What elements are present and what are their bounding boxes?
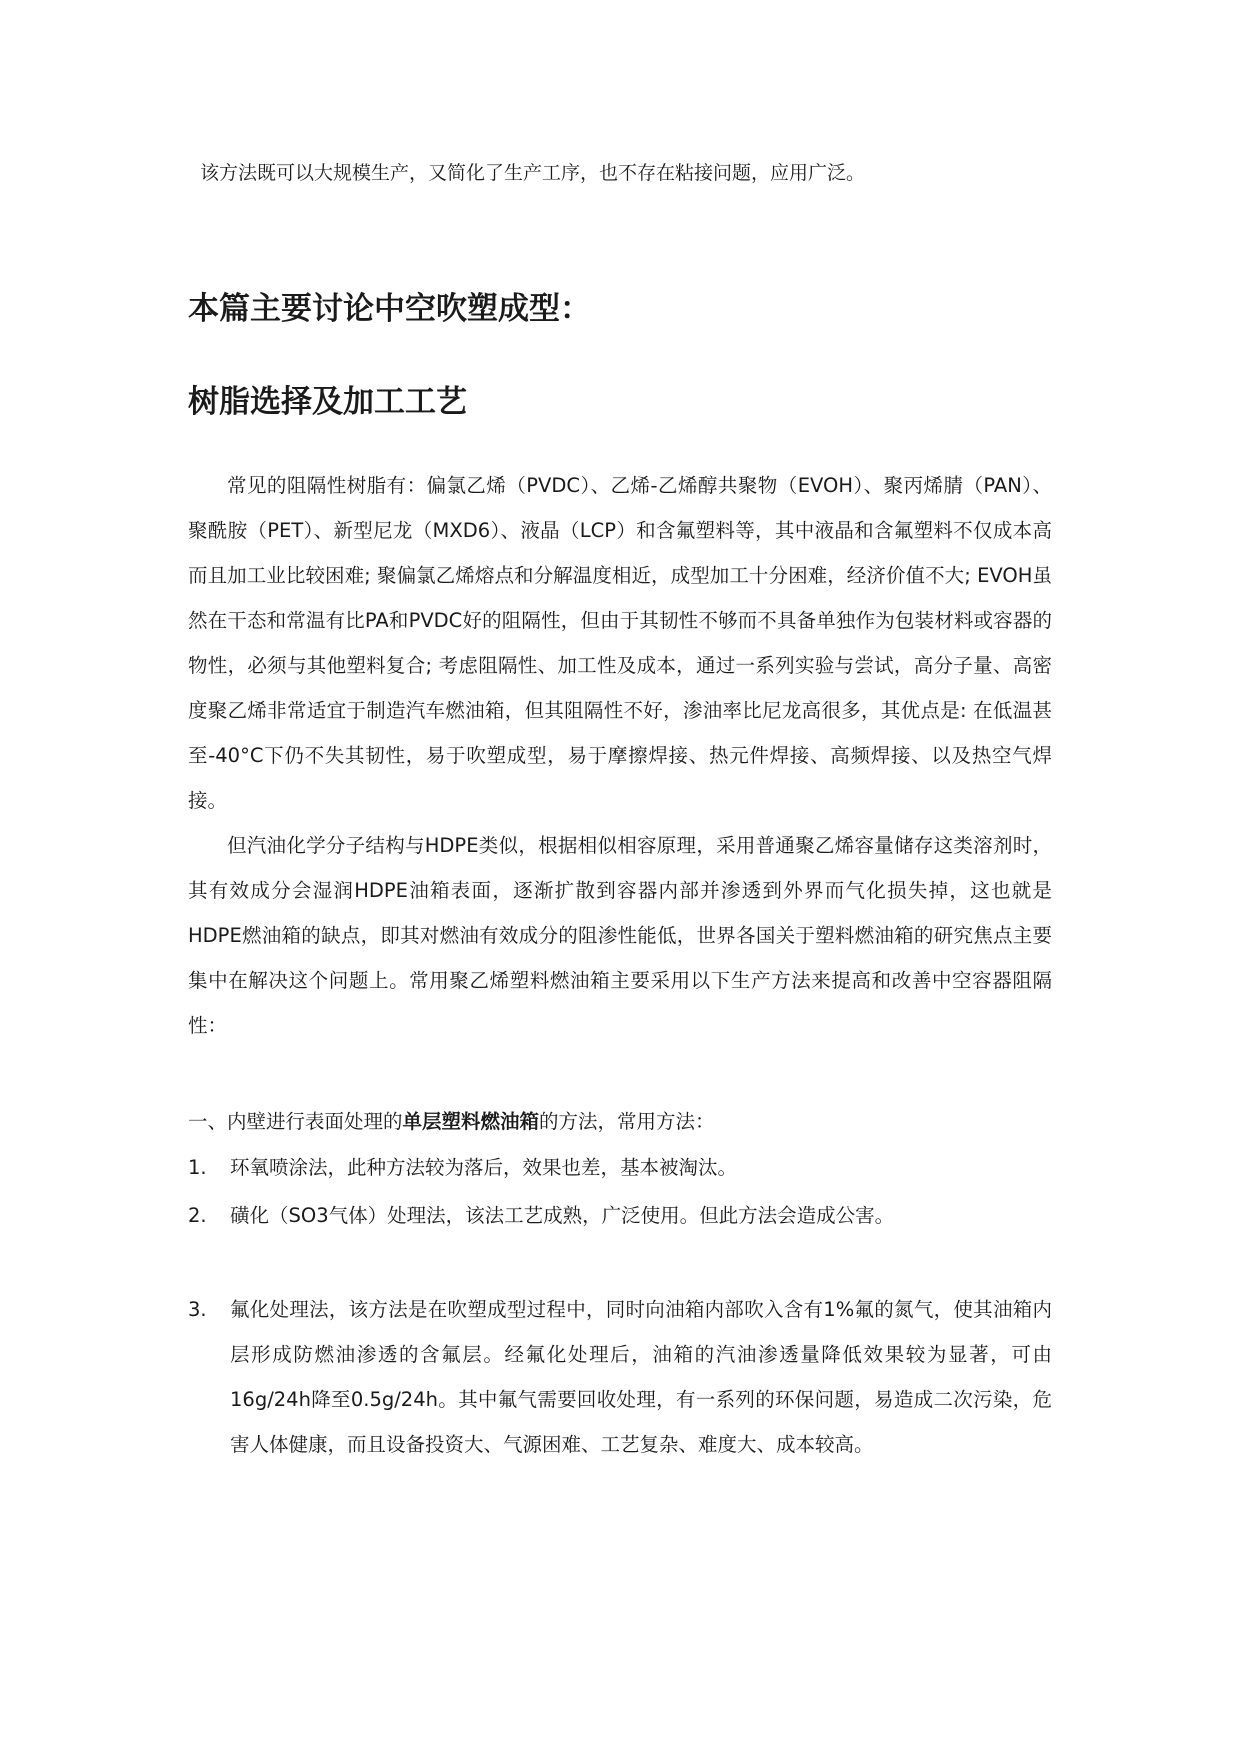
list-item-number: 1.	[188, 1156, 207, 1179]
list-intro	[188, 1099, 1052, 1144]
list-item	[188, 1145, 1052, 1190]
list-intro-prefix: 一、内壁进行表面处理的	[188, 1110, 403, 1133]
intro-paragraph: 该方法既可以大规模生产，又简化了生产工序，也不存在粘接问题，应用广泛。	[200, 162, 866, 184]
main-heading: 本篇主要讨论中空吹塑成型：	[188, 291, 591, 327]
list-item-text: 磺化（SO3气体）处理法，该法工艺成熟，广泛使用。但此方法会造成公害。	[230, 1204, 895, 1227]
list-item-text: 环氧喷涂法，此种方法较为落后，效果也差，基本被淘汰。	[230, 1156, 738, 1179]
list-item-number: 2.	[188, 1204, 207, 1227]
list-item	[188, 1193, 1052, 1238]
body-paragraph-1: 常见的阻隔性树脂有：偏氯乙烯（PVDC）、乙烯-乙烯醇共聚物（EVOH）、聚丙烯腈（PAN）、聚酰胺（PET）、新型尼龙（MXD6）、液晶（LCP）和含氟塑料等，其中液晶和含氟塑料不仅成本高而且加工业比较困难; 聚偏氯乙烯熔点和分解温度相近，成型加工十分困难，经济价值不大; EVOH虽然在干态和常温有比PA和PVDC好的阻隔性，但由于其韧性不够而不具备单独作为包装材料或容器的物性，必须与其他塑料复合; 考虑阻隔性、加工性及成本，通过一系列实验与尝试，高分子量、高密度聚乙烯非常适宜于制造汽车燃油箱，但其阻隔性不好，渗油率比尼龙高很多，其优点是: 在低温甚至-40°C下仍不失其韧性，易于吹塑成型，易于摩擦焊接、热元件焊接、高频焊接、以及热空气焊接。	[188, 474, 1052, 812]
list-item-number: 3.	[188, 1298, 207, 1321]
list-item-text: 氟化处理法，该方法是在吹塑成型过程中，同时向油箱内部吹入含有1%氟的氮气，使其油箱内层形成防燃油渗透的含氟层。经氟化处理后，油箱的汽油渗透量降低效果较为显著，可由16g/24h降至0.5g/24h。其中氟气需要回收处理，有一系列的环保问题，易造成二次污染，危害人体健康，而且设备投资大、气源困难、工艺复杂、难度大、成本较高。	[230, 1298, 1052, 1456]
list-intro-suffix: 的方法，常用方法：	[539, 1110, 715, 1133]
list-item	[188, 1287, 1052, 1467]
list-intro-bold: 单层塑料燃油箱	[402, 1110, 540, 1133]
body-paragraph-2: 但汽油化学分子结构与HDPE类似，根据相似相容原理，采用普通聚乙烯容量储存这类溶剂时，其有效成分会湿润HDPE油箱表面，逐渐扩散到容器内部并渗透到外界而气化损失掉，这也就是HDPE燃油箱的缺点，即其对燃油有效成分的阻渗性能低，世界各国关于塑料燃油箱的研究焦点主要集中在解决这个问题上。常用聚乙烯塑料燃油箱主要采用以下生产方法来提高和改善中空容器阻隔性：	[188, 834, 1052, 1037]
section-heading: 树脂选择及加工工艺	[188, 384, 467, 420]
